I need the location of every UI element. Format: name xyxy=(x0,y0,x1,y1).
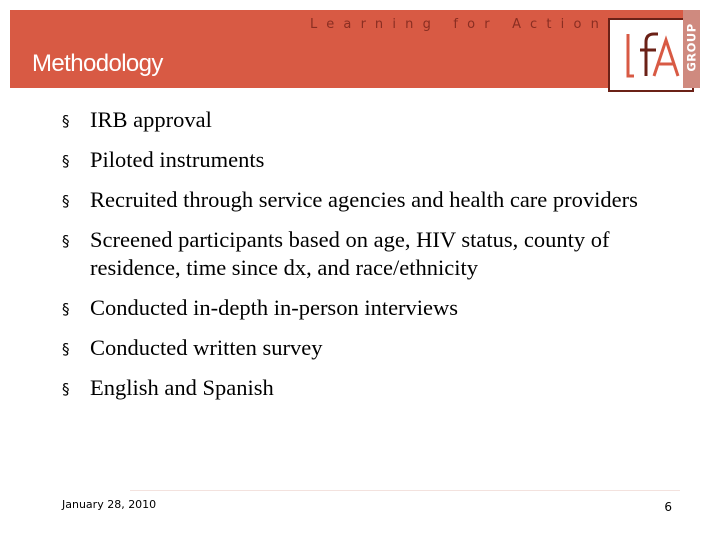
list-item xyxy=(62,146,682,174)
lfa-logo xyxy=(608,18,694,92)
slide-header xyxy=(10,10,700,88)
square-bullet-icon: § xyxy=(62,300,70,318)
footer-date: January 28, 2010 xyxy=(62,498,157,511)
group-bar xyxy=(683,10,700,88)
bullet-text: Recruited through service agencies and health care providers xyxy=(90,187,638,212)
bullet-text: Screened participants based on age, HIV status, county of residence, time since dx, and race/ethnicity xyxy=(90,227,610,280)
bullet-text: Conducted in-depth in-person interviews xyxy=(90,295,459,320)
square-bullet-icon: § xyxy=(62,232,70,250)
bullet-text: English and Spanish xyxy=(90,375,274,400)
square-bullet-icon: § xyxy=(62,380,70,398)
list-item xyxy=(62,374,682,402)
list-item xyxy=(62,226,682,282)
list-item xyxy=(62,334,682,362)
lfa-logo-icon xyxy=(610,20,692,90)
square-bullet-icon: § xyxy=(62,112,70,130)
tagline: Learning for Action xyxy=(310,17,609,32)
list-item xyxy=(62,186,682,214)
bullet-text: Conducted written survey xyxy=(90,335,323,360)
list-item xyxy=(62,106,682,134)
bullet-text: IRB approval xyxy=(90,107,212,132)
square-bullet-icon: § xyxy=(62,340,70,358)
page-number: 6 xyxy=(664,500,672,514)
list-item xyxy=(62,294,682,322)
bullet-text: Piloted instruments xyxy=(90,147,265,172)
footer-divider xyxy=(130,490,680,491)
square-bullet-icon: § xyxy=(62,152,70,170)
group-label: GROUP xyxy=(684,23,699,72)
square-bullet-icon: § xyxy=(62,192,70,210)
bullet-list xyxy=(62,106,682,402)
slide-title: Methodology xyxy=(32,50,163,77)
